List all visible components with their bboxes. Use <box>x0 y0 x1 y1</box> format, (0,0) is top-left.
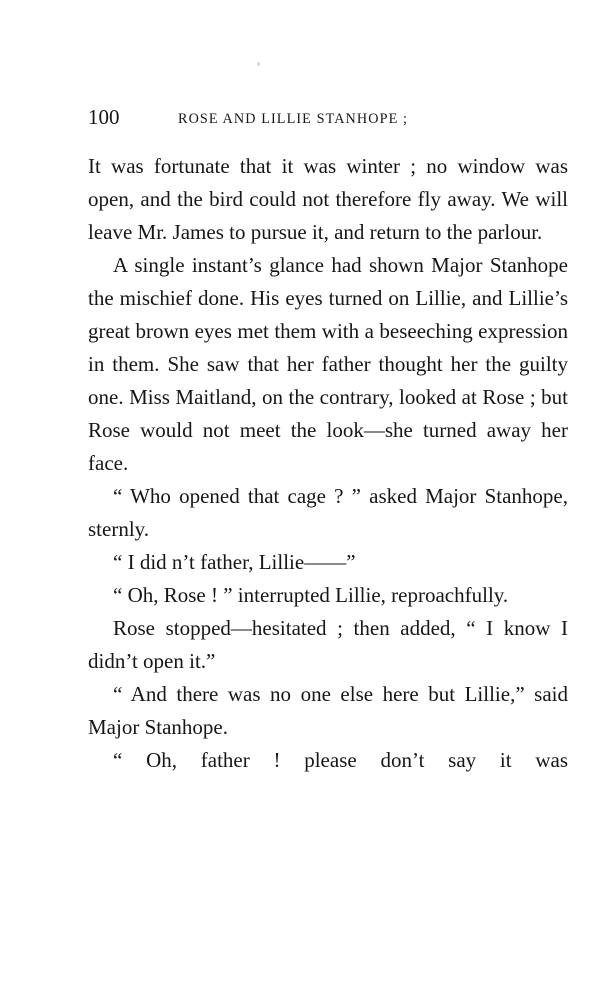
paragraph-6: Rose stopped—hesitated ; then added, “ I know I didn’t open it.” <box>88 616 568 673</box>
paragraph-4: “ I did n’t father, Lillie——” <box>113 550 356 574</box>
paragraph-8: “ Oh, father ! please don’t say it was <box>113 748 568 772</box>
paragraph-1: It was fortunate that it was winter ; no window was open, and the bird could not therefore fly away. We will leave Mr. James to pursue it, and return to the parlour. <box>88 154 568 244</box>
page-number: 100 <box>88 105 120 129</box>
running-title: ROSE AND LILLIE STANHOPE ; <box>178 111 409 127</box>
print-smudge <box>257 62 260 66</box>
paragraph-7: “ And there was no one else here but Lillie,” said Major Stanhope. <box>88 682 568 739</box>
paragraph-3: “ Who opened that cage ? ” asked Major Stanhope, sternly. <box>88 484 568 541</box>
paragraph-2: A single instant’s glance had shown Major Stanhope the mischief done. His eyes turned on Lillie, and Lillie’s great brown eyes met them with a beseeching expression in them. She saw that her father thought her the guilty one. Miss Maitland, on the contrary, looked at Rose ; but Rose would not meet the look—she turned away her face. <box>88 253 568 475</box>
page-body <box>88 150 568 777</box>
paragraph-5: “ Oh, Rose ! ” interrupted Lillie, reproachfully. <box>113 583 509 607</box>
running-head <box>88 105 568 135</box>
